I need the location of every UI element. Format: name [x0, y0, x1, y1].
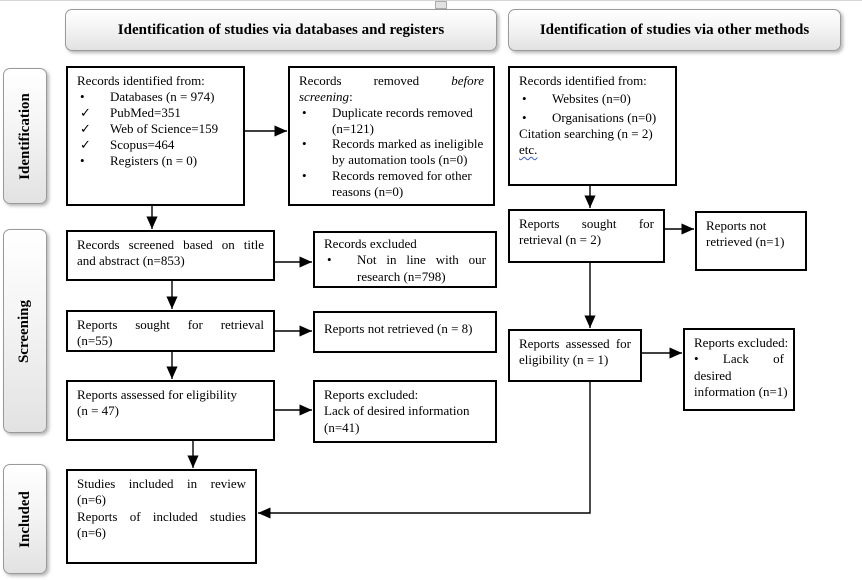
- box-records-identified-other: [508, 66, 677, 186]
- line: Reports sought for retrieval: [77, 317, 264, 332]
- list-item-text: Organisations (n=0): [552, 109, 657, 125]
- line: retrieval (n = 2): [519, 232, 602, 248]
- line: reasons (n=0): [332, 184, 404, 200]
- bullet-icon: •: [522, 91, 527, 107]
- line: Lack of: [722, 351, 784, 367]
- checkmark-icon: ✓: [80, 136, 91, 152]
- stage-identification-label: Identification: [16, 92, 33, 180]
- line: Not in line with our: [357, 252, 486, 268]
- box-title: Records identified from:: [519, 73, 647, 88]
- banner-other-methods: [508, 9, 841, 51]
- line: information (n=1): [694, 383, 788, 399]
- line: Records marked as ineligible: [332, 136, 484, 152]
- list-item: [324, 252, 486, 285]
- box-title: Records identified from:: [77, 73, 205, 88]
- list-item-text: PubMed=351: [110, 104, 181, 120]
- box-reports-assessed-other: [508, 329, 642, 382]
- box-reports-excluded-db: [313, 380, 497, 443]
- list-item-text: Registers (n = 0): [110, 152, 198, 168]
- line: (n=55): [77, 333, 113, 349]
- bullet-icon: •: [327, 252, 332, 268]
- list-item-text: [332, 105, 484, 137]
- list-item: [299, 136, 484, 168]
- bullet-icon: •: [302, 136, 307, 152]
- list-item-text: Databases (n = 974): [110, 88, 215, 104]
- bullet-icon: •: [80, 88, 85, 104]
- box-reports-sought-other: [508, 209, 665, 263]
- list-item: [77, 153, 234, 169]
- list-item: [519, 91, 666, 107]
- list-item-text: Scopus=464: [110, 136, 175, 152]
- title-italic: screening: [299, 88, 350, 104]
- line: Reports of included studies: [77, 508, 246, 524]
- box-reports-assessed-db: [66, 380, 275, 441]
- list-item: [77, 121, 234, 137]
- box-records-identified-databases: [66, 66, 245, 206]
- list-item: [77, 105, 234, 121]
- list-item-text: [332, 136, 484, 168]
- list-item: [77, 89, 234, 105]
- line: Reports assessed for: [519, 336, 631, 351]
- object-anchor-icon: [435, 1, 447, 9]
- line: Lack of desired information: [324, 403, 470, 419]
- checkmark-icon: ✓: [80, 120, 91, 136]
- box-records-removed: [288, 66, 495, 206]
- checkmark-icon: ✓: [80, 104, 91, 120]
- banner-databases-label: Identification of studies via databases and registers: [117, 21, 445, 38]
- line: (n=6): [77, 524, 106, 540]
- box-reports-excluded-other: [683, 328, 795, 411]
- title-roman: Records removed: [299, 73, 420, 88]
- list-item-text: Websites (n=0): [552, 91, 631, 107]
- line: Reports not retrieved (n = 8): [324, 321, 473, 336]
- list-item: [519, 110, 666, 126]
- stage-screening: [3, 229, 47, 433]
- stage-included-label: Included: [16, 490, 33, 548]
- banner-other-label: Identification of studies via other methods: [539, 21, 810, 38]
- line: by automation tools (n=0): [332, 152, 468, 168]
- bullet-icon: •: [80, 152, 85, 168]
- bullet-icon: •: [522, 109, 527, 125]
- stage-screening-label: Screening: [16, 299, 33, 363]
- box-title: Records excluded: [324, 236, 417, 251]
- line: Duplicate records removed: [332, 104, 473, 120]
- line: [519, 142, 666, 158]
- line: desired: [694, 367, 732, 383]
- title-suffix: :: [349, 88, 353, 104]
- banner-databases-registers: [65, 9, 497, 51]
- line: Reports sought for: [519, 216, 654, 231]
- box-title: Reports excluded:: [324, 387, 419, 402]
- line: and abstract (n=853): [77, 253, 185, 269]
- list-item-text: [332, 168, 484, 200]
- list-item: [694, 351, 784, 367]
- list-item: [299, 168, 484, 200]
- line: eligibility (n = 1): [519, 352, 609, 368]
- box-title-line2: [299, 89, 484, 105]
- line: Studies included in review: [77, 476, 246, 491]
- line: (n = 47): [77, 403, 119, 419]
- box-studies-included: [66, 469, 257, 564]
- line: Reports assessed for eligibility: [77, 387, 237, 402]
- line: Reports not retrieved (n=1): [706, 218, 785, 249]
- box-reports-not-retrieved-other: [695, 211, 807, 271]
- box-reports-not-retrieved-db: [313, 311, 497, 353]
- line: Records screened based on title: [77, 237, 264, 252]
- line: Records removed for other: [332, 168, 472, 184]
- box-title: [299, 73, 484, 89]
- box-records-excluded: [313, 231, 497, 288]
- box-reports-sought-db: [66, 310, 275, 352]
- title-italic: before: [451, 73, 484, 88]
- line: (n=41): [324, 419, 360, 435]
- bullet-icon: •: [302, 168, 307, 184]
- stage-included: [3, 464, 47, 574]
- list-item: [299, 105, 484, 137]
- bullet-icon: •: [302, 104, 307, 120]
- spellcheck-underlined-text: etc.: [519, 142, 538, 157]
- stage-identification: [3, 68, 47, 204]
- list-item-text: [357, 252, 486, 285]
- line: research (n=798): [357, 268, 446, 284]
- box-title: Reports excluded:: [694, 335, 789, 350]
- line: (n=6): [77, 492, 106, 508]
- list-item-text: Web of Science=159: [110, 120, 219, 136]
- bullet-icon: •: [694, 351, 699, 367]
- box-records-screened: [66, 230, 275, 281]
- line: Citation searching (n = 2): [519, 125, 653, 141]
- list-item: [77, 137, 234, 153]
- line: (n=121): [332, 120, 374, 136]
